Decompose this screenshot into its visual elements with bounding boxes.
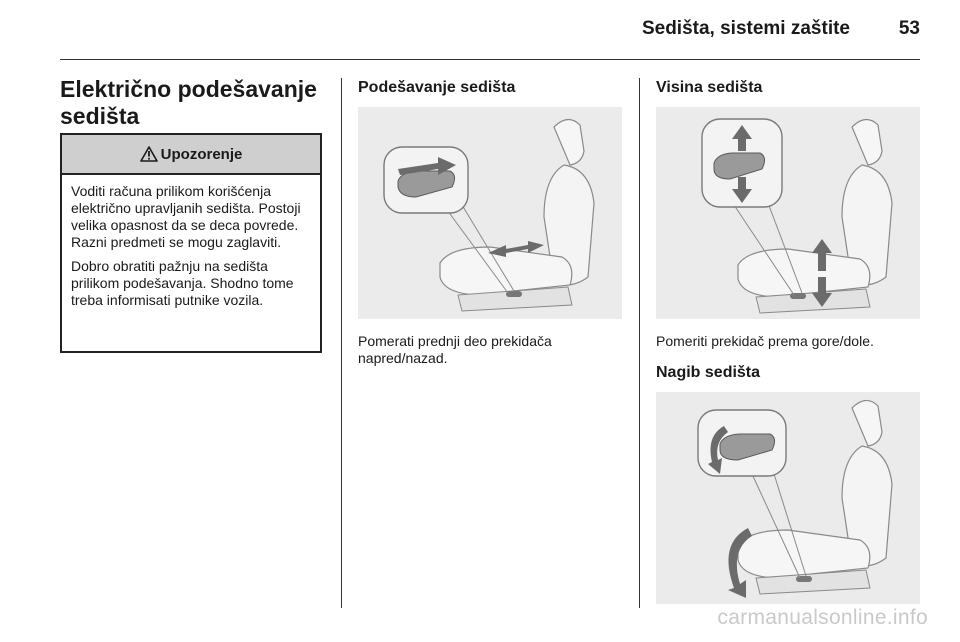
- section-title: [60, 76, 330, 130]
- seat-height-caption: Pomeriti prekidač prema gore/dole.: [656, 333, 874, 349]
- seat-adjustment-caption: Pomerati prednji deo prekidača napred/nazad.: [358, 333, 552, 366]
- seat-height-illustration: [656, 107, 920, 319]
- seat-tilt-drawing: [656, 392, 920, 604]
- seat-adjustment-title: Podešavanje sedišta: [358, 79, 516, 96]
- column-divider-right: [639, 78, 640, 608]
- seat-fore-aft-drawing: [358, 107, 622, 319]
- seat-tilt-title: Nagib sedišta: [656, 364, 761, 381]
- seat-height-title: Visina sedišta: [656, 79, 763, 96]
- warning-header: [62, 135, 320, 175]
- header-divider: [60, 59, 920, 60]
- watermark: carmanualsonline.info: [717, 606, 928, 629]
- section-title-line1: Električno podešavanje: [60, 76, 317, 102]
- warning-paragraph-1: Voditi računa prilikom korišćenja električno upravljanih sedišta. Postoji velika opasnost da se deca povrede. Razni predmeti se mogu zaglaviti.: [71, 183, 301, 250]
- warning-box: [60, 133, 322, 353]
- section-title-line2: sedišta: [60, 103, 140, 129]
- seat-height-drawing: [656, 107, 920, 319]
- column-divider-left: [341, 78, 342, 608]
- warning-title: Upozorenje: [160, 145, 243, 163]
- page-number: 53: [898, 18, 920, 39]
- warning-paragraph-2: Dobro obratiti pažnju na sedišta prilikom podešavanja. Shodno tome treba informisati putnike vozila.: [71, 258, 294, 308]
- warning-triangle-icon: [140, 146, 158, 162]
- warning-body: [62, 175, 320, 309]
- seat-fore-aft-illustration: [358, 107, 622, 319]
- seat-tilt-illustration: [656, 392, 920, 604]
- page-header-title: Sedišta, sistemi zaštite: [641, 18, 850, 39]
